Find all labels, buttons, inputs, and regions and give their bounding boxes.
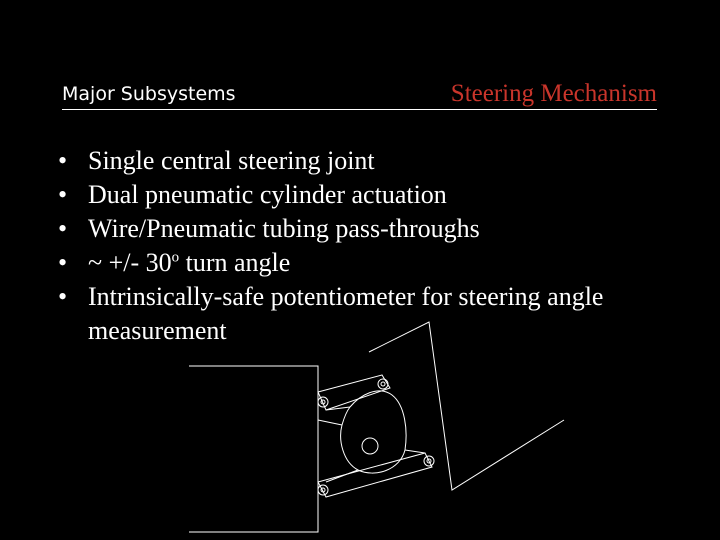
title-divider xyxy=(62,109,657,110)
bullet-text: Single central steering joint xyxy=(88,146,375,175)
bullet-marker: • xyxy=(58,248,68,277)
turn-angle-prefix: ~ +/- 30 xyxy=(88,248,172,277)
list-item xyxy=(58,178,678,212)
turn-angle-text xyxy=(88,246,678,280)
bullet-marker: • xyxy=(58,180,68,209)
slide-title: Steering Mechanism xyxy=(450,80,657,107)
list-item xyxy=(58,246,678,280)
upper-cylinder xyxy=(318,375,390,410)
degree-superscript: o xyxy=(171,249,180,266)
section-title: Major Subsystems xyxy=(62,83,236,105)
bullet-marker: • xyxy=(58,214,68,243)
front-body-frame xyxy=(189,366,318,532)
upper-cylinder-pivot-right xyxy=(378,379,388,389)
joint-pivot xyxy=(362,438,378,454)
bullet-marker: • xyxy=(58,146,68,175)
lower-cylinder-pivot-left xyxy=(318,485,328,495)
bullet-text: Dual pneumatic cylinder actuation xyxy=(88,180,447,209)
upper-cylinder-pivot-left xyxy=(318,397,328,407)
central-steering-joint xyxy=(341,391,406,473)
lower-cylinder xyxy=(318,453,432,497)
bullet-text: Intrinsically-safe potentiometer for steering angle measurement xyxy=(88,282,604,345)
lower-cylinder-pivot-right xyxy=(424,456,434,466)
list-item xyxy=(58,144,678,178)
bullet-marker: • xyxy=(58,282,68,311)
bullet-list xyxy=(58,144,678,348)
bullet-text: Wire/Pneumatic tubing pass-throughs xyxy=(88,214,480,243)
turn-angle-suffix: turn angle xyxy=(179,248,291,277)
list-item xyxy=(58,280,678,348)
list-item xyxy=(58,212,678,246)
